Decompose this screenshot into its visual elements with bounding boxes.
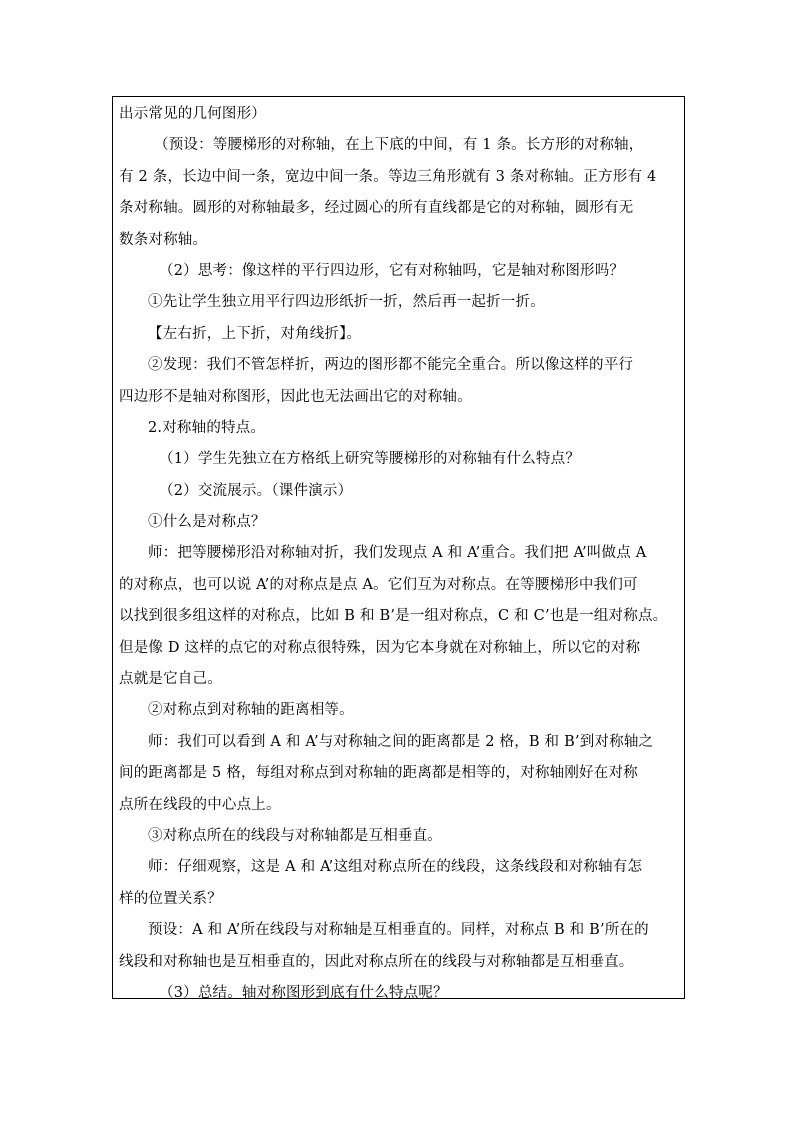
- text-line: 【左右折，上下折，对角线折】。: [148, 325, 362, 342]
- text-line: 样的位置关系？: [119, 890, 222, 907]
- text-line: 线段和对称轴也是互相垂直的，因此对称点所在的线段与对称轴都是互相垂直。: [119, 953, 634, 970]
- text-line: ①什么是对称点？: [148, 514, 266, 531]
- text-line: 间的距离都是 5 格，每组对称点到对称轴的距离都是相等的，对称轴刚好在对称: [119, 765, 638, 782]
- text-line: 师：仔细观察，这是 A 和 A’这组对称点所在的线段，这条线段和对称轴有怎: [148, 859, 643, 876]
- lesson-text: [119, 99, 682, 1009]
- text-line: 四边形不是轴对称图形，因此也无法画出它的对称轴。: [119, 388, 472, 405]
- text-line: 点所在线段的中心点上。: [119, 796, 281, 813]
- document-table-cell: [112, 96, 685, 999]
- text-line: （2）交流展示。（课件演示）: [159, 482, 353, 499]
- text-line: 出示常见的几何图形）: [119, 106, 266, 122]
- text-line: （预设：等腰梯形的对称轴，在上下底的中间，有 1 条。长方形的对称轴，: [154, 137, 644, 154]
- text-line: 师：把等腰梯形沿对称轴对折，我们发现点 A 和 A’重合。我们把 A’叫做点 A: [148, 545, 647, 562]
- text-line: 的对称点，也可以说 A’的对称点是点 A。它们互为对称点。在等腰梯形中我们可: [119, 576, 638, 593]
- text-line: 点就是它自己。: [119, 671, 222, 688]
- text-line: 预设：A 和 A’所在线段与对称轴是互相垂直的。同样，对称点 B 和 B’所在的: [148, 922, 649, 939]
- text-line: 师：我们可以看到 A 和 A’与对称轴之间的距离都是 2 格，B 和 B’到对称轴之: [148, 733, 654, 750]
- text-line: （1）学生先独立在方格纸上研究等腰梯形的对称轴有什么特点？: [159, 451, 581, 468]
- text-line: ②对称点到对称轴的距离相等。: [148, 702, 354, 719]
- text-line: ②发现：我们不管怎样折，两边的图形都不能完全重合。所以像这样的平行: [148, 357, 634, 374]
- text-line: ③对称点所在的线段与对称轴都是互相垂直。: [148, 827, 442, 844]
- text-line: 但是像 D 这样的点它的对称点很特殊，因为它本身就在对称轴上，所以它的对称: [119, 639, 641, 656]
- text-line: 以找到很多组这样的对称点，比如 B 和 B’是一组对称点，C 和 C’也是一组对称点。: [119, 608, 668, 625]
- text-line: ①先让学生独立用平行四边形纸折一折，然后再一起折一折。: [148, 294, 545, 311]
- text-line: 2.对称轴的特点。: [148, 419, 266, 436]
- text-line: （3）总结。轴对称图形到底有什么特点呢？: [159, 984, 448, 1001]
- text-line: （2）思考：像这样的平行四边形，它有对称轴吗，它是轴对称图形吗？: [159, 262, 625, 279]
- text-line: 条对称轴。圆形的对称轴最多，经过圆心的所有直线都是它的对称轴，圆形有无: [119, 200, 634, 217]
- text-line: 有 2 条，长边中间一条，宽边中间一条。等边三角形就有 3 条对称轴。正方形有 4: [119, 168, 657, 185]
- text-line: 数条对称轴。: [119, 231, 208, 248]
